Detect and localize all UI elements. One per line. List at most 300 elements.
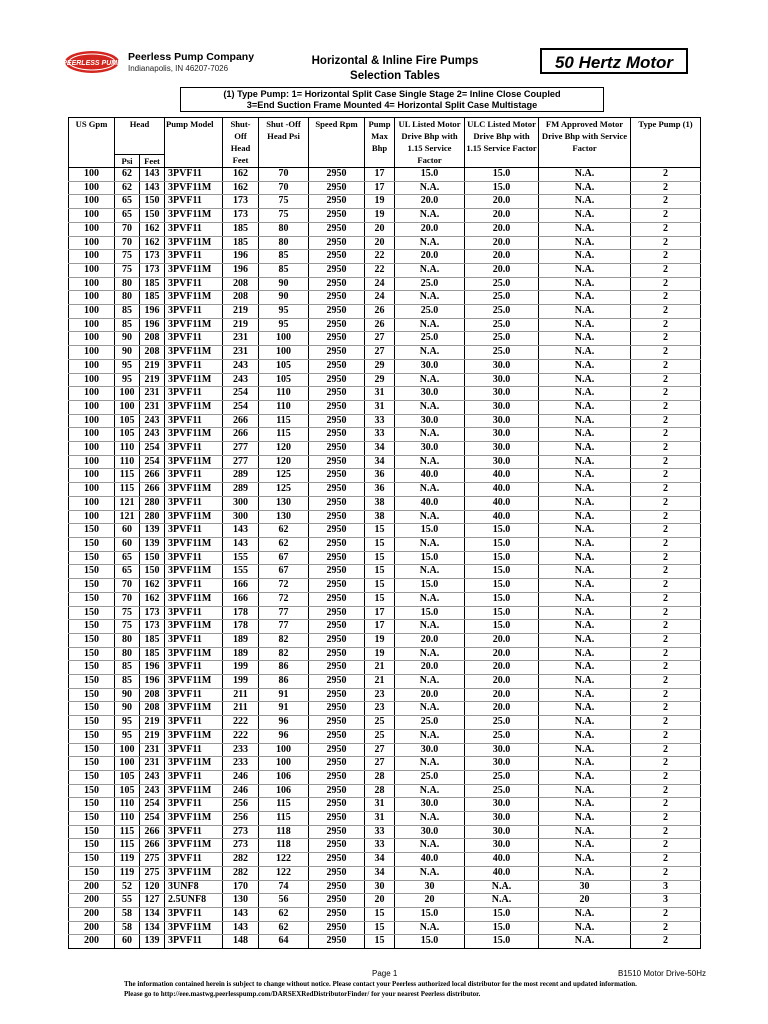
cell-fm-bhp: N.A. [539, 428, 631, 442]
cell-shutoff-feet: 130 [223, 894, 259, 908]
cell-max-bhp: 15 [365, 921, 395, 935]
cell-model: 3PVF11 [165, 277, 223, 291]
cell-ulc-bhp: 15.0 [465, 168, 539, 182]
cell-max-bhp: 38 [365, 510, 395, 524]
cell-psi: 70 [115, 592, 140, 606]
cell-model: 3PVF11M [165, 921, 223, 935]
cell-gpm: 100 [69, 263, 115, 277]
table-row [69, 825, 701, 839]
cell-rpm: 2950 [309, 483, 365, 497]
table-row [69, 400, 701, 414]
cell-rpm: 2950 [309, 716, 365, 730]
cell-rpm: 2950 [309, 373, 365, 387]
table-row [69, 373, 701, 387]
cell-gpm: 150 [69, 866, 115, 880]
cell-shutoff-psi: 106 [259, 784, 309, 798]
cell-type: 2 [631, 839, 701, 853]
cell-model: 3PVF11 [165, 935, 223, 949]
cell-type: 2 [631, 565, 701, 579]
cell-feet: 219 [140, 716, 165, 730]
table-row [69, 537, 701, 551]
cell-psi: 105 [115, 770, 140, 784]
cell-shutoff-feet: 162 [223, 181, 259, 195]
cell-rpm: 2950 [309, 592, 365, 606]
col-header-ulc: ULC Listed Motor Drive Bhp with 1.15 Service Factor [465, 118, 539, 168]
cell-fm-bhp: N.A. [539, 579, 631, 593]
cell-ulc-bhp: 30.0 [465, 757, 539, 771]
cell-feet: 231 [140, 743, 165, 757]
cell-gpm: 100 [69, 209, 115, 223]
cell-psi: 121 [115, 510, 140, 524]
cell-ul-bhp: N.A. [395, 675, 465, 689]
cell-type: 2 [631, 387, 701, 401]
cell-shutoff-feet: 155 [223, 565, 259, 579]
cell-gpm: 100 [69, 428, 115, 442]
cell-ulc-bhp: 15.0 [465, 921, 539, 935]
cell-rpm: 2950 [309, 400, 365, 414]
cell-fm-bhp: N.A. [539, 812, 631, 826]
cell-fm-bhp: N.A. [539, 825, 631, 839]
cell-gpm: 150 [69, 784, 115, 798]
cell-max-bhp: 17 [365, 620, 395, 634]
cell-shutoff-psi: 75 [259, 209, 309, 223]
cell-ulc-bhp: 20.0 [465, 195, 539, 209]
cell-feet: 208 [140, 332, 165, 346]
cell-shutoff-psi: 100 [259, 346, 309, 360]
cell-ulc-bhp: 25.0 [465, 277, 539, 291]
cell-shutoff-psi: 100 [259, 743, 309, 757]
cell-model: 3PVF11M [165, 291, 223, 305]
cell-ulc-bhp: 15.0 [465, 565, 539, 579]
cell-shutoff-feet: 277 [223, 455, 259, 469]
cell-shutoff-feet: 211 [223, 702, 259, 716]
cell-rpm: 2950 [309, 168, 365, 182]
cell-rpm: 2950 [309, 442, 365, 456]
cell-shutoff-feet: 155 [223, 551, 259, 565]
cell-ul-bhp: N.A. [395, 537, 465, 551]
cell-psi: 90 [115, 688, 140, 702]
cell-rpm: 2950 [309, 359, 365, 373]
cell-model: 3PVF11 [165, 661, 223, 675]
cell-rpm: 2950 [309, 291, 365, 305]
cell-psi: 58 [115, 907, 140, 921]
cell-model: 3PVF11 [165, 688, 223, 702]
cell-shutoff-psi: 95 [259, 318, 309, 332]
cell-ul-bhp: N.A. [395, 483, 465, 497]
cell-max-bhp: 17 [365, 181, 395, 195]
col-header-shutoff-psi: Shut -Off Head Psi [259, 118, 309, 168]
cell-shutoff-feet: 162 [223, 168, 259, 182]
cell-model: 3PVF11 [165, 798, 223, 812]
cell-feet: 231 [140, 400, 165, 414]
cell-type: 2 [631, 812, 701, 826]
cell-max-bhp: 29 [365, 359, 395, 373]
cell-model: 3PVF11M [165, 537, 223, 551]
cell-fm-bhp: N.A. [539, 729, 631, 743]
cell-psi: 110 [115, 812, 140, 826]
cell-ulc-bhp: 30.0 [465, 812, 539, 826]
table-row [69, 442, 701, 456]
cell-max-bhp: 19 [365, 195, 395, 209]
cell-type: 2 [631, 510, 701, 524]
cell-max-bhp: 38 [365, 496, 395, 510]
cell-ulc-bhp: 20.0 [465, 209, 539, 223]
cell-rpm: 2950 [309, 414, 365, 428]
cell-type: 2 [631, 455, 701, 469]
cell-type: 2 [631, 537, 701, 551]
cell-rpm: 2950 [309, 305, 365, 319]
table-row [69, 510, 701, 524]
cell-max-bhp: 15 [365, 551, 395, 565]
cell-gpm: 150 [69, 853, 115, 867]
cell-max-bhp: 15 [365, 579, 395, 593]
cell-max-bhp: 23 [365, 702, 395, 716]
col-header-ul: UL Listed Motor Drive Bhp with 1.15 Service Factor [395, 118, 465, 168]
cell-ul-bhp: N.A. [395, 702, 465, 716]
cell-model: 3PVF11M [165, 318, 223, 332]
selection-table [68, 117, 701, 949]
cell-rpm: 2950 [309, 263, 365, 277]
table-row [69, 839, 701, 853]
cell-model: 3PVF11 [165, 770, 223, 784]
cell-fm-bhp: N.A. [539, 716, 631, 730]
cell-fm-bhp: N.A. [539, 263, 631, 277]
cell-shutoff-psi: 125 [259, 483, 309, 497]
cell-shutoff-psi: 86 [259, 661, 309, 675]
cell-ul-bhp: N.A. [395, 236, 465, 250]
cell-psi: 95 [115, 716, 140, 730]
cell-type: 2 [631, 428, 701, 442]
col-header-rpm: Speed Rpm [309, 118, 365, 168]
cell-fm-bhp: N.A. [539, 675, 631, 689]
table-row [69, 866, 701, 880]
cell-fm-bhp: N.A. [539, 455, 631, 469]
cell-fm-bhp: N.A. [539, 606, 631, 620]
cell-shutoff-psi: 56 [259, 894, 309, 908]
cell-ulc-bhp: 20.0 [465, 647, 539, 661]
cell-shutoff-psi: 70 [259, 168, 309, 182]
table-row [69, 716, 701, 730]
cell-shutoff-feet: 143 [223, 524, 259, 538]
cell-ulc-bhp: 15.0 [465, 537, 539, 551]
cell-type: 2 [631, 784, 701, 798]
cell-fm-bhp: N.A. [539, 633, 631, 647]
col-header-psi: Psi [115, 155, 140, 168]
cell-max-bhp: 34 [365, 455, 395, 469]
table-row [69, 168, 701, 182]
cell-ulc-bhp: 25.0 [465, 318, 539, 332]
cell-ul-bhp: N.A. [395, 373, 465, 387]
cell-rpm: 2950 [309, 935, 365, 949]
cell-shutoff-psi: 74 [259, 880, 309, 894]
cell-type: 2 [631, 579, 701, 593]
table-row [69, 770, 701, 784]
cell-max-bhp: 22 [365, 250, 395, 264]
table-row [69, 209, 701, 223]
cell-gpm: 100 [69, 181, 115, 195]
cell-fm-bhp: N.A. [539, 332, 631, 346]
table-row [69, 263, 701, 277]
cell-fm-bhp: N.A. [539, 784, 631, 798]
cell-gpm: 150 [69, 675, 115, 689]
cell-ulc-bhp: 15.0 [465, 606, 539, 620]
cell-ulc-bhp: 30.0 [465, 373, 539, 387]
cell-max-bhp: 36 [365, 483, 395, 497]
cell-fm-bhp: N.A. [539, 524, 631, 538]
cell-ulc-bhp: 30.0 [465, 455, 539, 469]
cell-fm-bhp: 20 [539, 894, 631, 908]
cell-model: 3PVF11M [165, 565, 223, 579]
col-header-feet: Feet [140, 155, 165, 168]
cell-ulc-bhp: 15.0 [465, 620, 539, 634]
cell-max-bhp: 24 [365, 291, 395, 305]
cell-shutoff-psi: 72 [259, 579, 309, 593]
cell-ul-bhp: 30.0 [395, 442, 465, 456]
cell-rpm: 2950 [309, 894, 365, 908]
cell-shutoff-psi: 64 [259, 935, 309, 949]
cell-rpm: 2950 [309, 579, 365, 593]
cell-feet: 266 [140, 839, 165, 853]
cell-ul-bhp: 20 [395, 894, 465, 908]
cell-feet: 139 [140, 537, 165, 551]
table-row [69, 880, 701, 894]
cell-fm-bhp: N.A. [539, 757, 631, 771]
cell-gpm: 100 [69, 414, 115, 428]
cell-feet: 185 [140, 277, 165, 291]
cell-rpm: 2950 [309, 455, 365, 469]
cell-psi: 90 [115, 346, 140, 360]
cell-feet: 185 [140, 633, 165, 647]
cell-gpm: 200 [69, 894, 115, 908]
cell-psi: 121 [115, 496, 140, 510]
cell-feet: 173 [140, 606, 165, 620]
cell-type: 2 [631, 442, 701, 456]
cell-shutoff-feet: 222 [223, 729, 259, 743]
cell-shutoff-psi: 91 [259, 688, 309, 702]
cell-fm-bhp: N.A. [539, 620, 631, 634]
cell-type: 2 [631, 318, 701, 332]
cell-ul-bhp: 30 [395, 880, 465, 894]
cell-psi: 85 [115, 675, 140, 689]
cell-ulc-bhp: N.A. [465, 880, 539, 894]
cell-model: 3PVF11M [165, 510, 223, 524]
cell-shutoff-psi: 120 [259, 455, 309, 469]
cell-fm-bhp: N.A. [539, 866, 631, 880]
cell-shutoff-feet: 196 [223, 250, 259, 264]
cell-max-bhp: 31 [365, 798, 395, 812]
cell-shutoff-psi: 85 [259, 250, 309, 264]
cell-shutoff-psi: 118 [259, 839, 309, 853]
cell-ulc-bhp: 25.0 [465, 346, 539, 360]
cell-rpm: 2950 [309, 770, 365, 784]
cell-feet: 162 [140, 222, 165, 236]
cell-max-bhp: 17 [365, 606, 395, 620]
cell-model: 3PVF11M [165, 373, 223, 387]
cell-model: 3PVF11 [165, 469, 223, 483]
cell-max-bhp: 33 [365, 414, 395, 428]
cell-shutoff-feet: 199 [223, 661, 259, 675]
cell-model: 3PVF11 [165, 359, 223, 373]
title-line-2: Selection Tables [350, 70, 440, 82]
cell-feet: 266 [140, 469, 165, 483]
cell-shutoff-feet: 273 [223, 839, 259, 853]
cell-model: 3PVF11 [165, 633, 223, 647]
cell-gpm: 150 [69, 565, 115, 579]
col-header-model: Pump Model [165, 118, 223, 168]
cell-type: 2 [631, 743, 701, 757]
cell-psi: 62 [115, 168, 140, 182]
cell-max-bhp: 21 [365, 675, 395, 689]
cell-type: 2 [631, 236, 701, 250]
cell-rpm: 2950 [309, 921, 365, 935]
cell-type: 2 [631, 770, 701, 784]
cell-model: 3PVF11 [165, 387, 223, 401]
cell-feet: 127 [140, 894, 165, 908]
cell-rpm: 2950 [309, 688, 365, 702]
cell-shutoff-feet: 173 [223, 209, 259, 223]
cell-rpm: 2950 [309, 784, 365, 798]
cell-max-bhp: 33 [365, 839, 395, 853]
cell-gpm: 100 [69, 291, 115, 305]
cell-shutoff-psi: 105 [259, 373, 309, 387]
cell-rpm: 2950 [309, 332, 365, 346]
cell-shutoff-feet: 178 [223, 620, 259, 634]
cell-fm-bhp: N.A. [539, 209, 631, 223]
cell-ul-bhp: N.A. [395, 263, 465, 277]
cell-model: 3PVF11M [165, 592, 223, 606]
cell-feet: 139 [140, 935, 165, 949]
cell-psi: 119 [115, 853, 140, 867]
cell-gpm: 100 [69, 346, 115, 360]
cell-model: 3PVF11 [165, 168, 223, 182]
cell-psi: 60 [115, 935, 140, 949]
cell-fm-bhp: N.A. [539, 839, 631, 853]
table-row [69, 579, 701, 593]
cell-max-bhp: 34 [365, 853, 395, 867]
cell-model: 3PVF11M [165, 428, 223, 442]
cell-psi: 75 [115, 263, 140, 277]
cell-ulc-bhp: 25.0 [465, 291, 539, 305]
cell-max-bhp: 15 [365, 565, 395, 579]
cell-psi: 95 [115, 359, 140, 373]
cell-psi: 55 [115, 894, 140, 908]
cell-feet: 208 [140, 702, 165, 716]
cell-psi: 115 [115, 483, 140, 497]
cell-rpm: 2950 [309, 181, 365, 195]
cell-model: 3PVF11M [165, 400, 223, 414]
cell-shutoff-psi: 122 [259, 853, 309, 867]
cell-fm-bhp: N.A. [539, 305, 631, 319]
cell-feet: 254 [140, 812, 165, 826]
cell-shutoff-feet: 300 [223, 496, 259, 510]
table-row [69, 853, 701, 867]
table-body [69, 168, 701, 949]
cell-max-bhp: 19 [365, 633, 395, 647]
cell-type: 2 [631, 825, 701, 839]
cell-psi: 80 [115, 633, 140, 647]
cell-gpm: 150 [69, 524, 115, 538]
cell-shutoff-psi: 96 [259, 716, 309, 730]
cell-ul-bhp: 30.0 [395, 798, 465, 812]
cell-feet: 143 [140, 168, 165, 182]
cell-type: 2 [631, 400, 701, 414]
cell-ul-bhp: 15.0 [395, 935, 465, 949]
cell-ulc-bhp: 30.0 [465, 743, 539, 757]
cell-psi: 75 [115, 620, 140, 634]
cell-model: 3PVF11M [165, 839, 223, 853]
cell-rpm: 2950 [309, 222, 365, 236]
cell-type: 2 [631, 359, 701, 373]
cell-ulc-bhp: 20.0 [465, 675, 539, 689]
cell-fm-bhp: N.A. [539, 565, 631, 579]
cell-ul-bhp: 15.0 [395, 907, 465, 921]
cell-ulc-bhp: 30.0 [465, 428, 539, 442]
cell-type: 2 [631, 592, 701, 606]
cell-fm-bhp: N.A. [539, 702, 631, 716]
cell-shutoff-feet: 208 [223, 291, 259, 305]
table-row [69, 277, 701, 291]
cell-type: 2 [631, 729, 701, 743]
cell-rpm: 2950 [309, 387, 365, 401]
cell-psi: 70 [115, 222, 140, 236]
cell-type: 2 [631, 675, 701, 689]
table-row [69, 565, 701, 579]
cell-feet: 275 [140, 866, 165, 880]
cell-ulc-bhp: 25.0 [465, 729, 539, 743]
cell-shutoff-feet: 219 [223, 305, 259, 319]
cell-psi: 115 [115, 825, 140, 839]
cell-feet: 243 [140, 428, 165, 442]
cell-psi: 65 [115, 209, 140, 223]
cell-rpm: 2950 [309, 702, 365, 716]
cell-gpm: 100 [69, 387, 115, 401]
cell-feet: 243 [140, 414, 165, 428]
cell-feet: 196 [140, 318, 165, 332]
cell-type: 2 [631, 661, 701, 675]
cell-ulc-bhp: 15.0 [465, 907, 539, 921]
cell-ul-bhp: 25.0 [395, 277, 465, 291]
cell-gpm: 200 [69, 880, 115, 894]
cell-shutoff-psi: 110 [259, 387, 309, 401]
cell-fm-bhp: N.A. [539, 770, 631, 784]
cell-shutoff-feet: 256 [223, 812, 259, 826]
cell-psi: 85 [115, 305, 140, 319]
cell-shutoff-psi: 110 [259, 400, 309, 414]
cell-feet: 150 [140, 195, 165, 209]
cell-rpm: 2950 [309, 839, 365, 853]
cell-ulc-bhp: 30.0 [465, 387, 539, 401]
cell-ulc-bhp: N.A. [465, 894, 539, 908]
cell-shutoff-feet: 219 [223, 318, 259, 332]
cell-fm-bhp: N.A. [539, 537, 631, 551]
cell-fm-bhp: N.A. [539, 250, 631, 264]
cell-gpm: 150 [69, 812, 115, 826]
cell-rpm: 2950 [309, 866, 365, 880]
cell-feet: 162 [140, 236, 165, 250]
table-row [69, 332, 701, 346]
company-name: Peerless Pump Company [128, 51, 255, 63]
cell-shutoff-psi: 122 [259, 866, 309, 880]
cell-fm-bhp: N.A. [539, 195, 631, 209]
cell-shutoff-feet: 148 [223, 935, 259, 949]
table-row [69, 250, 701, 264]
cell-psi: 62 [115, 181, 140, 195]
cell-gpm: 150 [69, 620, 115, 634]
cell-type: 2 [631, 907, 701, 921]
cell-psi: 85 [115, 318, 140, 332]
cell-ul-bhp: N.A. [395, 510, 465, 524]
cell-shutoff-feet: 208 [223, 277, 259, 291]
